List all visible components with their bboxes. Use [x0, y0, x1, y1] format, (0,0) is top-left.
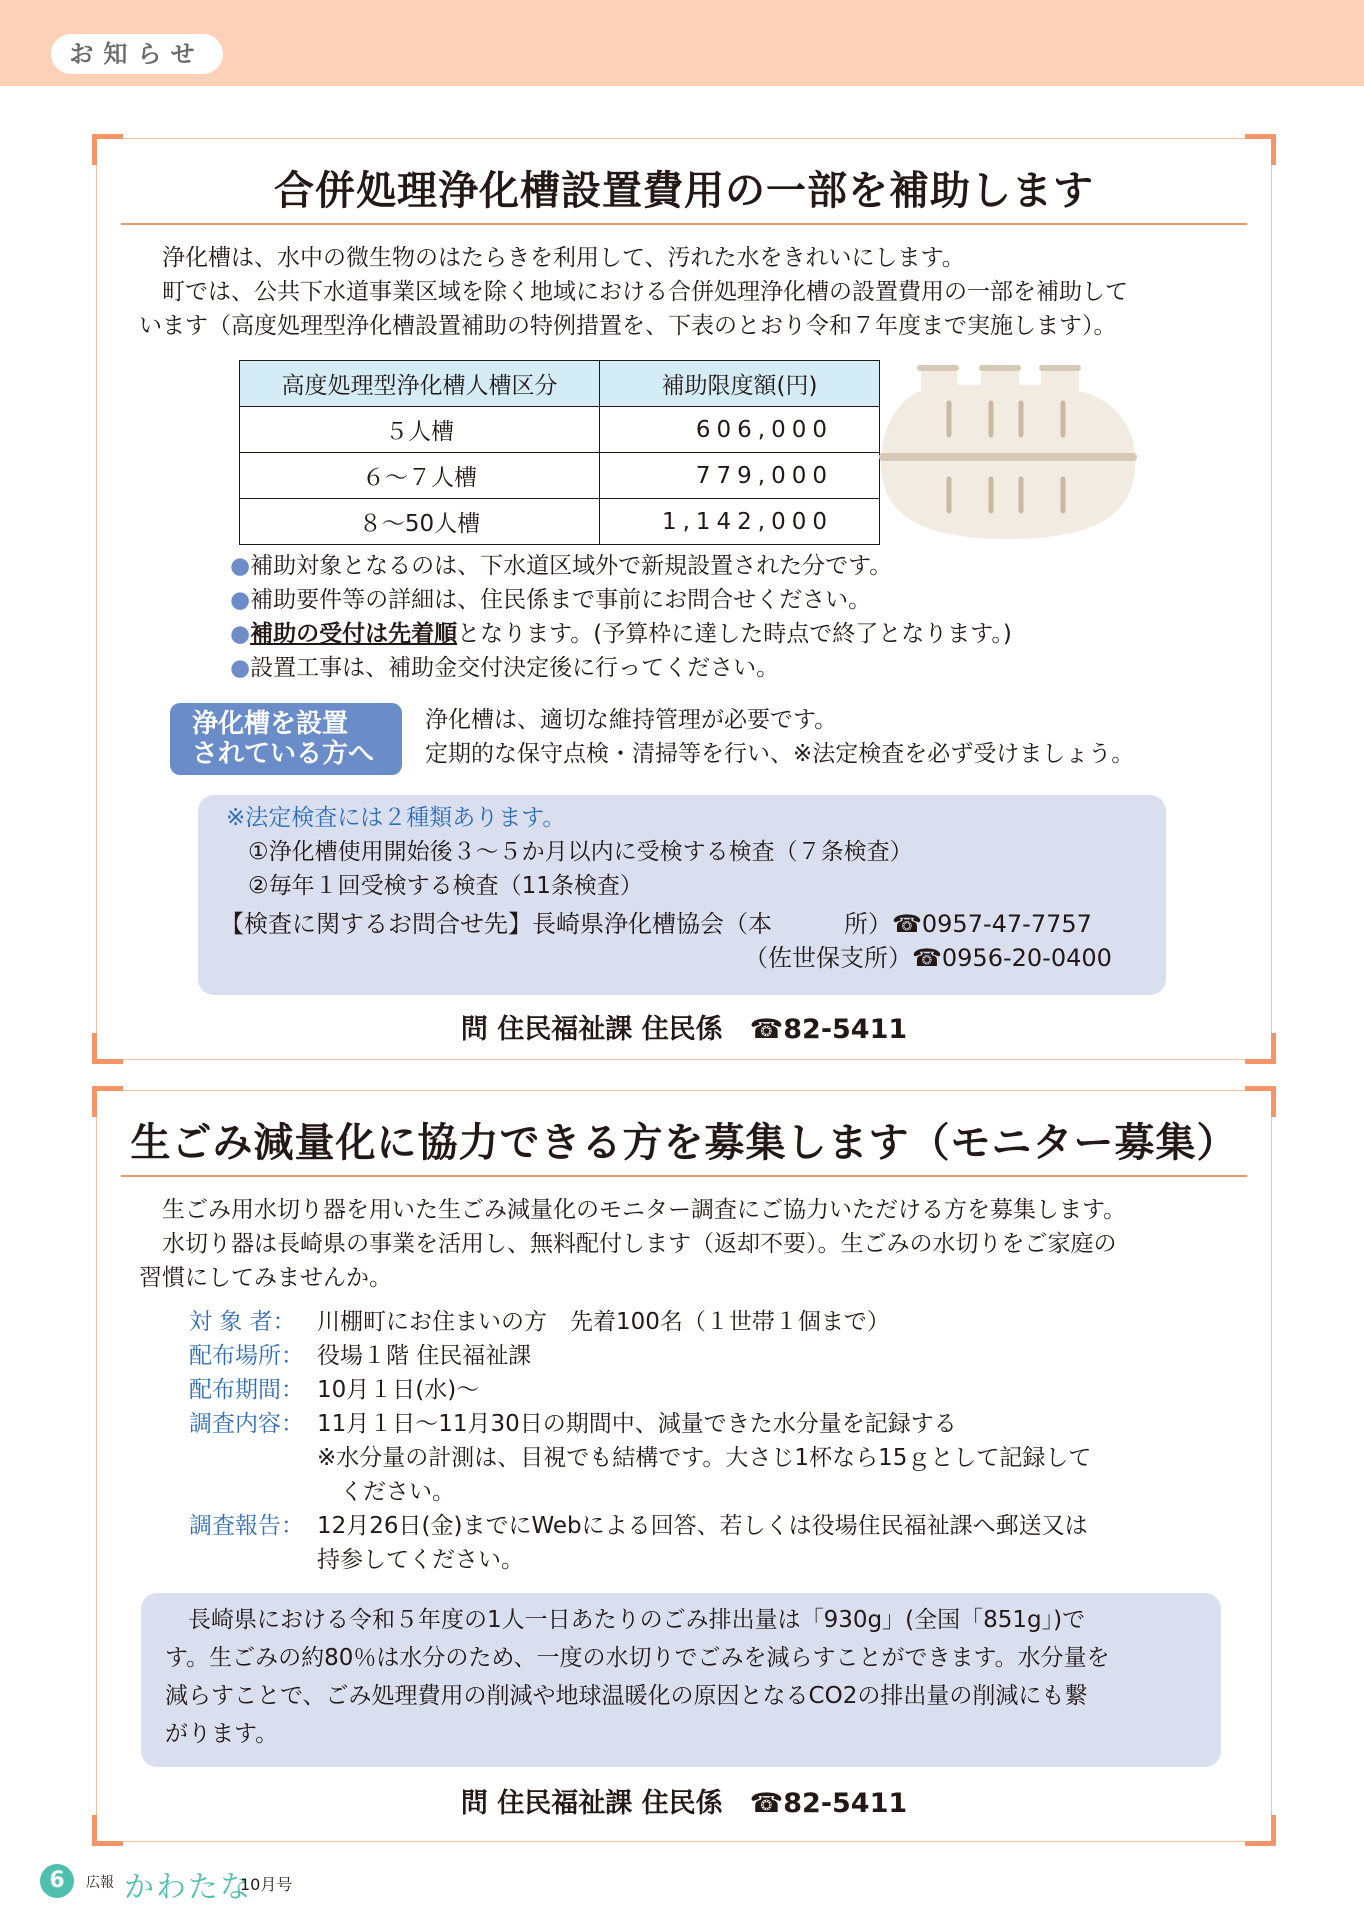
- info-line: がります。: [165, 1721, 279, 1747]
- detail-note: ください。: [317, 1479, 455, 1505]
- detail-label: 調査報告：: [189, 1513, 304, 1539]
- contact-line: 問 住民福祉課 住民係 ☎82-5411: [460, 1788, 908, 1819]
- bullet-icon: ●: [230, 553, 251, 579]
- section-title: 生ごみ減量化に協力できる方を募集します（モニター募集）: [130, 1120, 1238, 1166]
- detail-value: 11月１日～11月30日の期間中、減量できた水分量を記録する: [317, 1411, 957, 1437]
- detail-value: 12月26日(金)までにWebによる回答、若しくは役場住民福祉課へ郵送又は: [317, 1513, 1088, 1539]
- intro-line: 水切り器は長崎県の事業を活用し、無料配付します（返却不要）。生ごみの水切りをご家庭の: [139, 1231, 1117, 1257]
- issue-label: 10月号: [240, 1875, 293, 1894]
- intro-line: 生ごみ用水切り器を用いた生ごみ減量化のモニター調査にご協力いただける方を募集します。: [139, 1197, 1127, 1223]
- info-line: 減らすことで、ごみ処理費用の削減や地球温暖化の原因となるCO2の排出量の削減にも繋: [165, 1683, 1088, 1709]
- table-cell: 1,142,000: [600, 499, 880, 545]
- monitor-section: [96, 1090, 1272, 1842]
- info-line: す。生ごみの約80％は水分のため、一度の水切りでごみを減らすことができます。水分量を: [165, 1645, 1110, 1671]
- detail-label: 配布期間：: [189, 1377, 304, 1403]
- bullet-icon: ●: [230, 621, 251, 647]
- table-row: [240, 499, 880, 545]
- table-row: [240, 453, 880, 499]
- table-cell: 779,000: [600, 453, 880, 499]
- bullet-icon: ●: [230, 655, 251, 681]
- inspection-contact: 【検査に関するお問合せ先】長崎県浄化槽協会（本 所）☎0957-47-7757: [220, 910, 1092, 938]
- detail-label: 配布場所：: [189, 1343, 304, 1369]
- inspection-item: ①浄化槽使用開始後３～５か月以内に受検する検査（７条検査）: [248, 839, 913, 865]
- intro-line: 習慣にしてみませんか。: [139, 1265, 392, 1291]
- notice-tag: お知らせ: [51, 34, 223, 74]
- publication-name: かわたな: [124, 1870, 252, 1905]
- bullet-icon: ●: [230, 587, 251, 613]
- title-rule: [121, 1175, 1247, 1177]
- table-header: 高度処理型浄化槽人槽区分: [240, 361, 600, 407]
- detail-value: 10月１日(水)～: [317, 1377, 480, 1403]
- waste-info-box: [141, 1593, 1221, 1767]
- detail-value: 役場１階 住民福祉課: [317, 1343, 532, 1369]
- bullet-item: ●設置工事は、補助金交付決定後に行ってください。: [230, 655, 780, 681]
- page-number: 6: [40, 1864, 74, 1898]
- table-cell: ６～７人槽: [240, 453, 600, 499]
- table-cell: 606,000: [600, 407, 880, 453]
- inspection-heading: ※法定検査には２種類あります。: [226, 805, 566, 831]
- intro-line: 浄化槽は、水中の微生物のはたらきを利用して、汚れた水をきれいにします。: [139, 245, 965, 271]
- table-header: 補助限度額(円): [600, 361, 880, 407]
- inspection-contact: （佐世保支所）☎0956-20-0400: [744, 944, 1112, 972]
- subsidy-table: [239, 360, 880, 545]
- title-rule: [121, 223, 1247, 225]
- detail-label: 対 象 者：: [189, 1309, 296, 1335]
- owners-badge: 浄化槽を設置 されている方へ: [170, 703, 402, 775]
- table-cell: ５人槽: [240, 407, 600, 453]
- detail-value: 持参してください。: [317, 1547, 524, 1573]
- intro-line: 町では、公共下水道事業区域を除く地域における合併処理浄化槽の設置費用の一部を補助して: [139, 279, 1128, 305]
- table-cell: ８～50人槽: [240, 499, 600, 545]
- footer-label: 広報: [86, 1875, 114, 1891]
- subsidy-section: [96, 138, 1272, 1060]
- bullet-item: ●補助対象となるのは、下水道区域外で新規設置された分です。: [230, 553, 893, 579]
- bullet-item: ●補助要件等の詳細は、住民係まで事前にお問合せください。: [230, 587, 872, 613]
- section-title: 合併処理浄化槽設置費用の一部を補助します: [274, 168, 1094, 214]
- bullet-item: ●補助の受付は先着順となります。(予算枠に達した時点で終了となります。): [230, 621, 1012, 647]
- septic-tank-illustration: [873, 361, 1143, 541]
- intro-line: います（高度処理型浄化槽設置補助の特例措置を、下表のとおり令和７年度まで実施します）。: [139, 313, 1117, 339]
- info-line: 長崎県における令和５年度の1人一日あたりのごみ排出量は「930g」(全国「851g」)で: [165, 1607, 1086, 1633]
- table-row: [240, 407, 880, 453]
- detail-label: 調査内容：: [189, 1411, 304, 1437]
- inspection-item: ②毎年１回受検する検査（11条検査）: [248, 873, 643, 899]
- detail-value: 川棚町にお住まいの方 先着100名（１世帯１個まで）: [317, 1309, 890, 1335]
- contact-line: 問 住民福祉課 住民係 ☎82-5411: [460, 1014, 908, 1045]
- detail-note: ※水分量の計測は、目視でも結構です。大さじ1杯なら15ｇとして記録して: [317, 1445, 1092, 1471]
- badge-text: 浄化槽は、適切な維持管理が必要です。: [425, 707, 838, 733]
- inspection-info-box: [198, 795, 1166, 995]
- badge-text: 定期的な保守点検・清掃等を行い、※法定検査を必ず受けましょう。: [425, 741, 1135, 767]
